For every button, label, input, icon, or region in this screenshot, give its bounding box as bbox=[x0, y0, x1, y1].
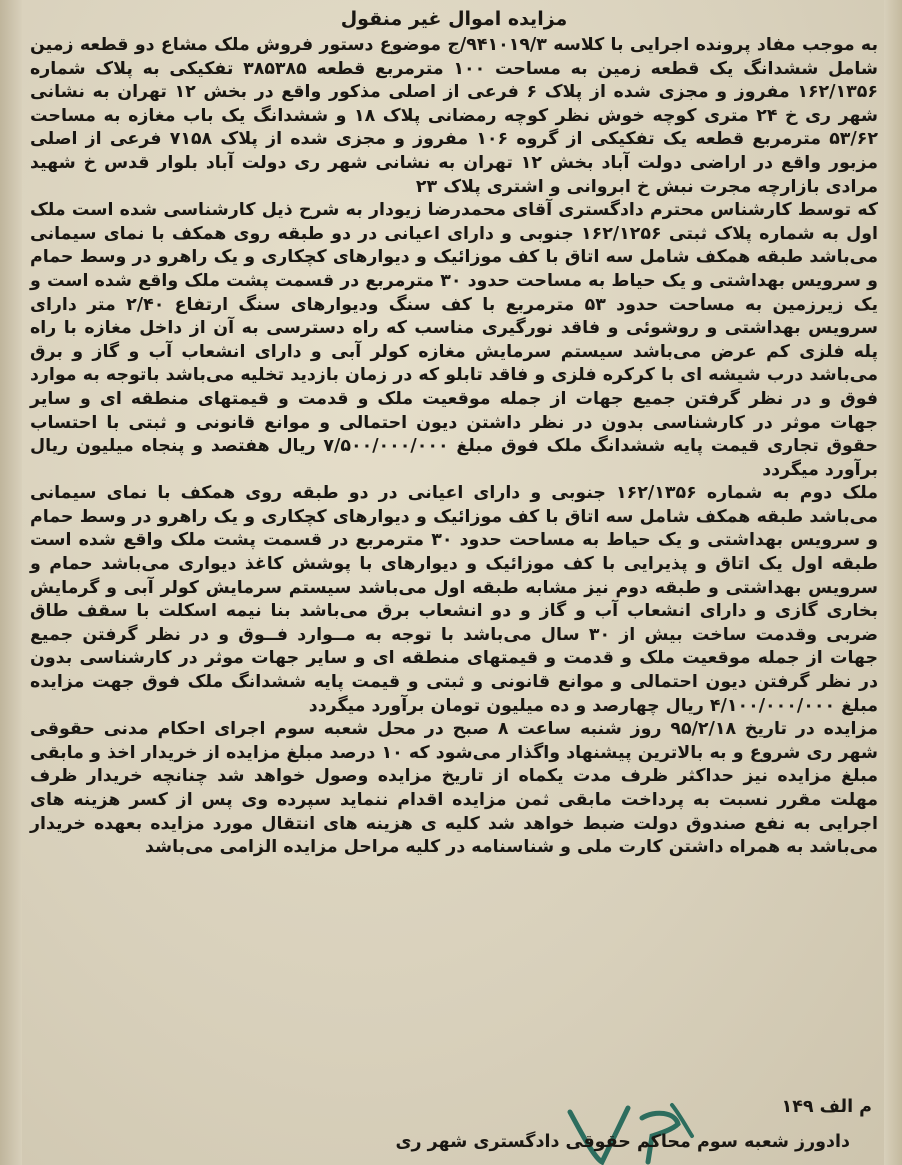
paper-edge-left bbox=[0, 0, 22, 1165]
notice-paragraph-property-two: ملک دوم به شماره ۱۶۲/۱۳۵۶ جنوبی و دارای اعیانی در دو طبقه روی همکف با نمای سیمانی می‌باشد طبقه همکف شامل سه اتاق با کف موزائیک و دیوارهای کچکاری و یک راهرو در وسط حمام و سرویس بهداشتی و یک حیاط به مساحت حدود ۳۰ مترمربع در قسمت پشت ملک واقع شده است طبقه اول یک اتاق و پذیرایی با کف موزائیک و دیوارهای با پوشش کاغذ دیواری می‌باشد حمام و سرویس بهداشتی و طبقه دوم نیز مشابه طبقه اول می‌باشد سیستم سرمایش کولر آبی و گرمایش بخاری گازی و دارای انشعاب آب و گاز و دو انشعاب برق می‌باشد بنا نیمه اسکلت با سقف طاق ضربی وقدمت ساخت بیش از ۳۰ سال می‌باشد با توجه به مــوارد فــوق و در نظر گرفتن جمیع جهات از جمله موقعیت ملک و قدمت و قیمتهای منطقه ای و سایر جهات موثر در کارشناسی بدون در نظر گرفتن دیون احتمالی و موانع قانونی و ثبتی و قیمت پایه ششدانگ ملک فوق جهت مزایده مبلغ ۴/۱۰۰/۰۰۰/۰۰۰ ریال چهارصد و ده میلیون تومان برآورد میگردد bbox=[30, 483, 879, 716]
notice-code: م الف ۱۴۹ bbox=[781, 1097, 872, 1117]
notice-title: مزایده اموال غیر منقول bbox=[340, 8, 568, 30]
notice-paragraph-property-one: که توسط کارشناس محترم دادگستری آقای محمدرضا زیودار به شرح ذیل کارشناسی شده است ملک اول به شماره پلاک ثبتی ۱۶۲/۱۲۵۶ جنوبی و دارای اعیانی در دو طبقه روی همکف با نمای سیمانی می‌باشد طبقه همکف شامل سه اتاق با کف موزائیک و دیوارهای کچکاری و یک راهرو در وسط حمام و سرویس بهداشتی و یک حیاط به مساحت حدود ۳۰ مترمربع در قسمت پشت ملک واقع شده است و یک زیرزمین به مساحت حدود ۵۳ مترمربع با کف سنگ ودیوارهای سنگ ارتفاع ۲/۴۰ متر دارای سرویس بهداشتی و روشوئی و فاقد نورگیری مناسب که راه دسترسی به آن از داخل مغازه با راه پله فلزی کم عرض می‌باشد سیستم سرمایش مغازه کولر آبی و دارای انشعاب آب و گاز و برق می‌باشد درب شیشه ای با کرکره فلزی و فاقد تابلو که در زمان بازدید تخلیه می‌باشد باتوجه به موارد فوق و در نظر گرفتن جمیع جهات از جمله موقعیت ملک و قدمت و قیمتهای منطقه ای و سایر جهات موثر در کارشناسی بدون در نظر داشتن دیون احتمالی و موانع قانونی و ثبتی با احتساب حقوق تجاری قیمت پایه ششدانگ ملک فوق مبلغ ۷/۵۰۰/۰۰۰/۰۰۰ ریال هفتصد و پنجاه میلیون ریال برآورد میگردد bbox=[30, 200, 879, 480]
notice-paragraph-auction-terms: مزایده در تاریخ ۹۵/۲/۱۸ روز شنبه ساعت ۸ صبح در محل شعبه سوم اجرای احکام مدنی حقوقی شهر ری شروع و به بالاترین پیشنهاد واگذار می‌شود که ۱۰ درصد مبلغ مزایده از خریدار اخذ و مابقی مبلغ مزایده نیز حداکثر ظرف مدت یکماه از تاریخ مزایده وصول خواهد شد چنانچه خریدار ظرف مهلت مقرر نسبت به پرداخت مابقی ثمن مزایده اقدام ننماید سپرده وی پس از کسر هزینه های اجرایی به نفع صندوق دولت ضبط خواهد شد کلیه ی هزینه های انتقال مورد مزایده بعهده خریدار می‌باشد به همراه داشتن کارت ملی و شناسنامه در کلیه مراحل مزایده الزامی می‌باشد bbox=[30, 719, 879, 858]
notice-paragraph-intro: به موجب مفاد پرونده اجرایی با کلاسه ۹۴۱۰۱۹/۳/ج موضوع دستور فروش ملک مشاع دو قطعه زمین شامل ششدانگ یک قطعه زمین به مساحت ۱۰۰ مترمربع قطعه ۳۸۵۳۸۵ تفکیکی به پلاک شماره ۱۶۲/۱۳۵۶ مفروز و مجزی شده از پلاک ۶ فرعی از اصلی مذکور واقع در بخش ۱۲ تهران به نشانی شهر ری خ ۲۴ متری کوچه خوش نظر کوچه رمضانی پلاک ۱۸ و ششدانگ یک باب مغازه به مساحت ۵۳/۶۲ مترمربع قطعه یک تفکیکی از گروه ۱۰۶ مفروز و مجزی شده از پلاک ۷۱۵۸ فرعی از اصلی مزبور واقع در اراضی دولت آباد بخش ۱۲ تهران به نشانی شهر ری دولت آباد بلوار قدس خ شهید مرادی بازارچه مجرت نبش خ ابروانی و اشتری پلاک ۲۳ bbox=[30, 35, 878, 197]
signature-line: دادورز شعبه سوم محاکم حقوقی دادگستری شهر ری bbox=[395, 1132, 850, 1152]
auction-notice bbox=[30, 4, 878, 860]
paper-edge-right bbox=[884, 0, 902, 1165]
